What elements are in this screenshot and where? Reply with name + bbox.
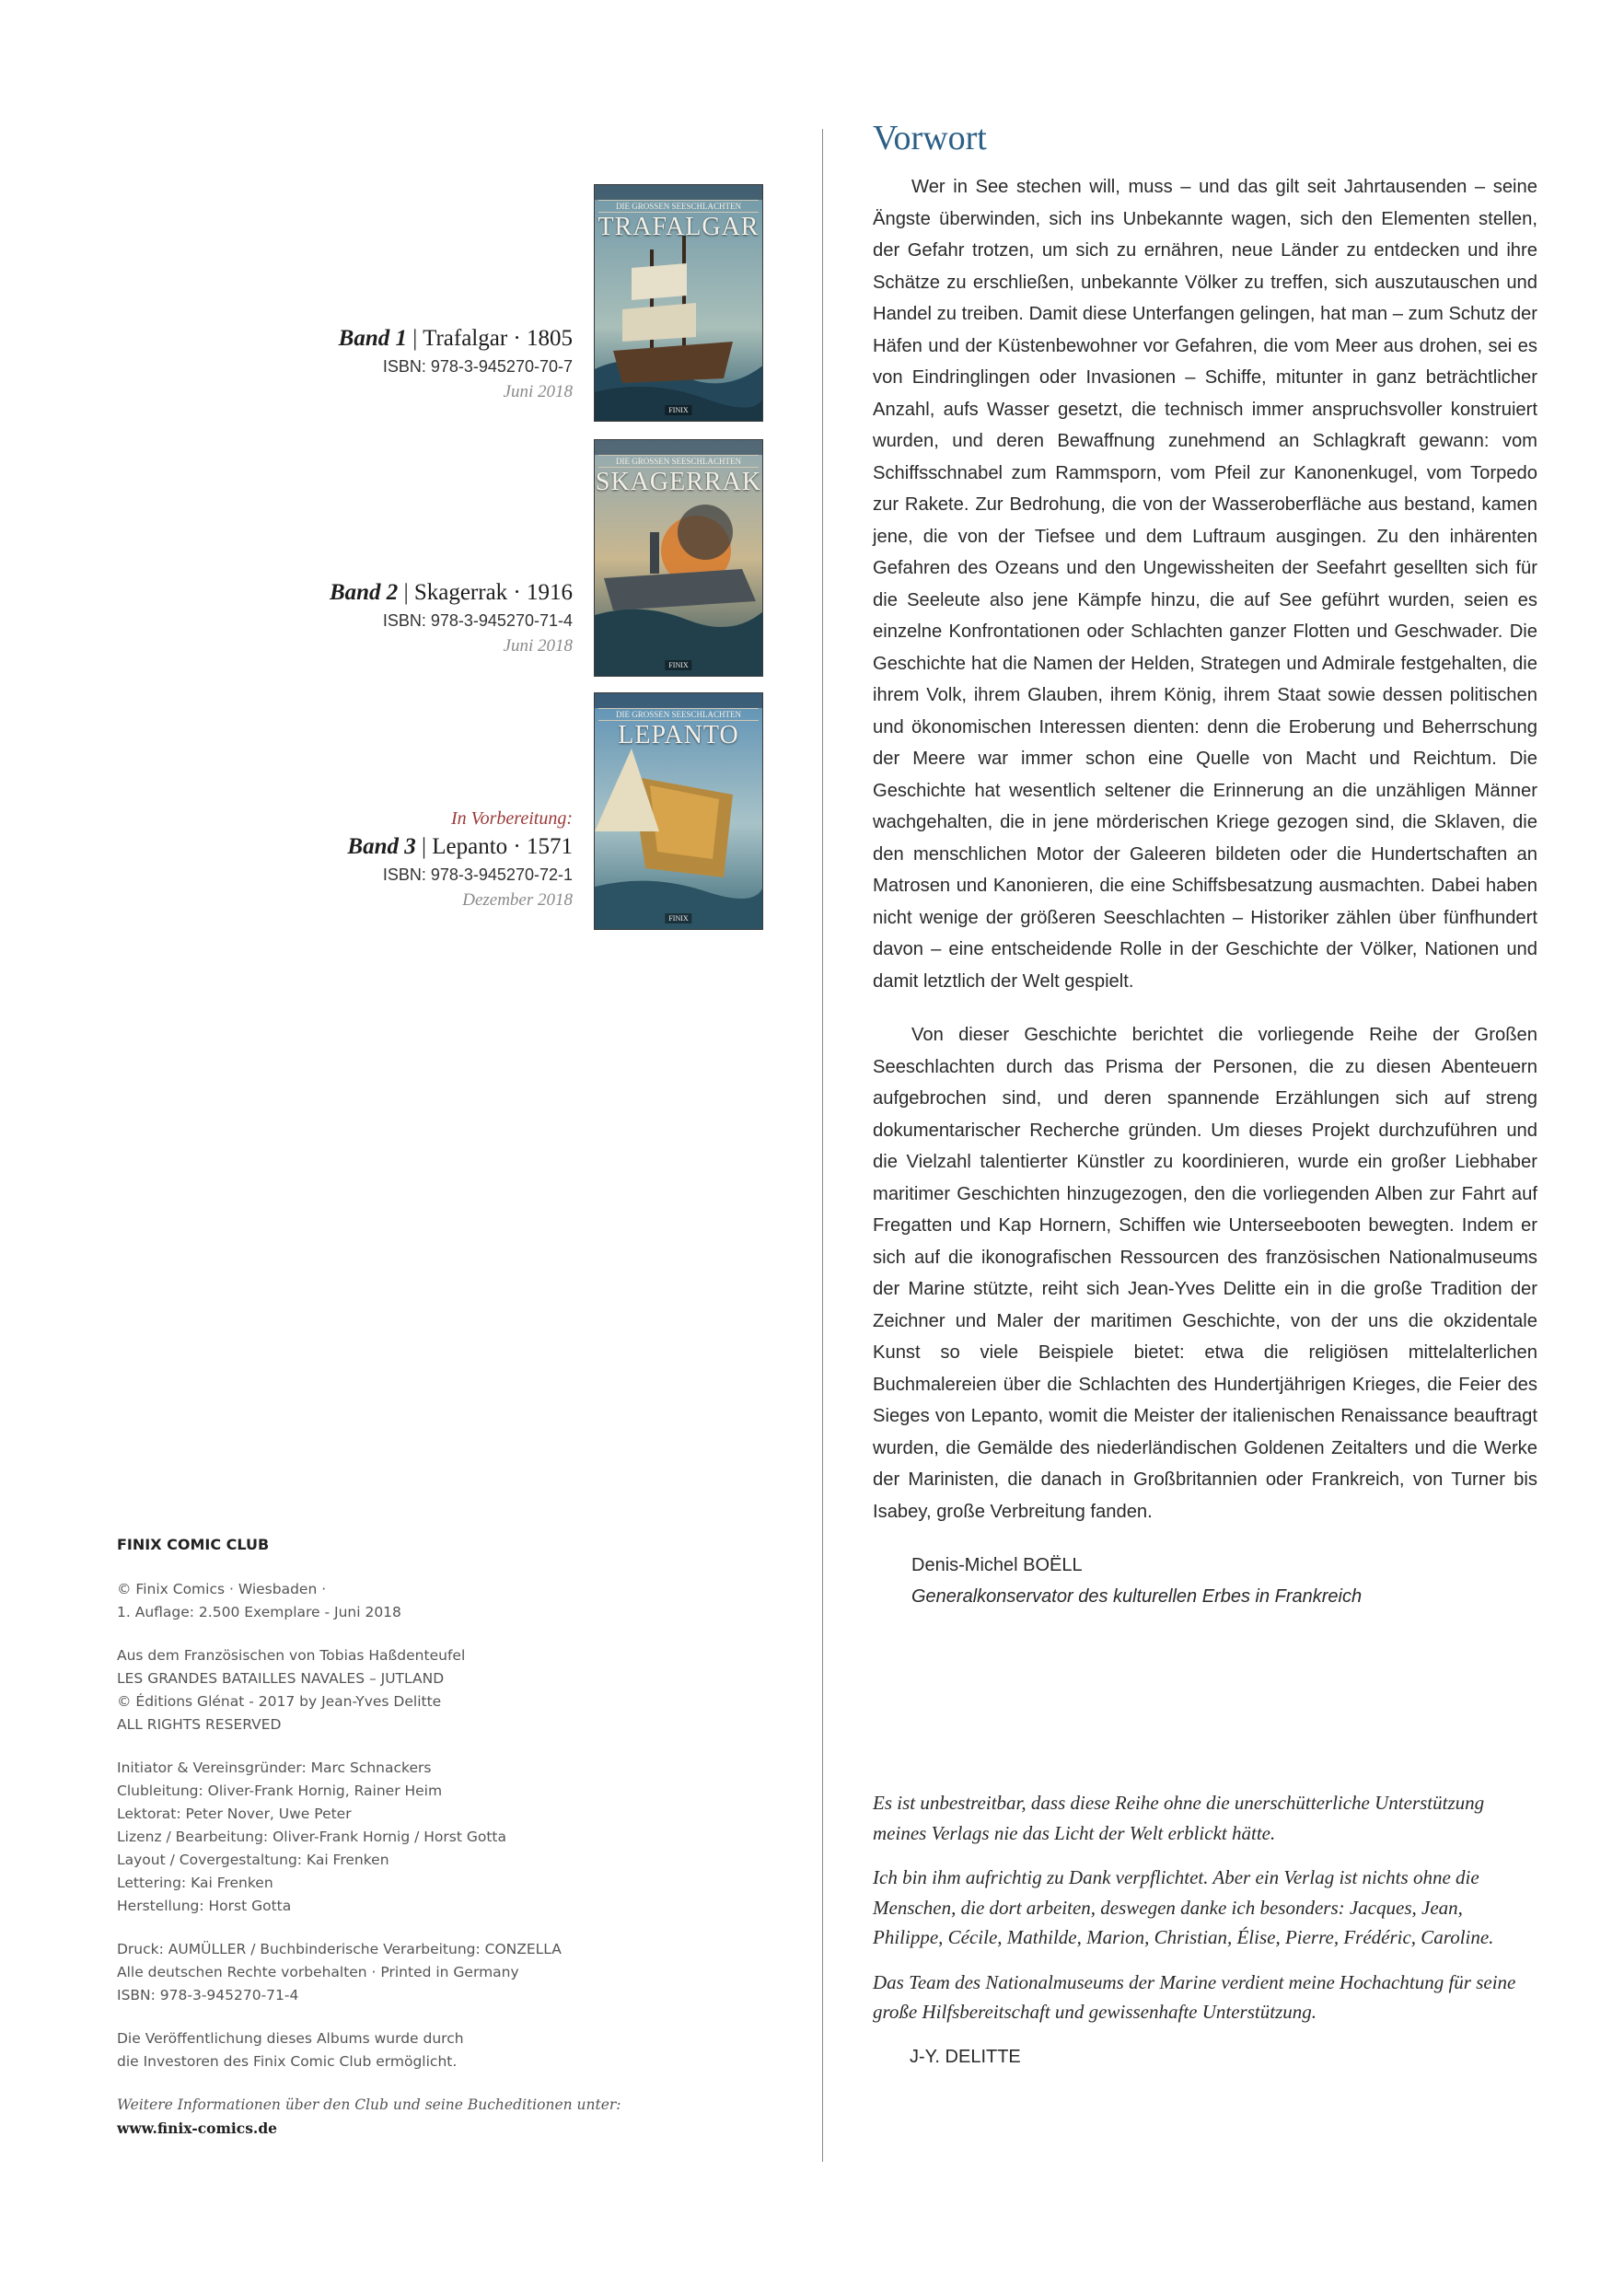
book-title-line: Band 2 | Skagerrak · 1916 [329, 580, 573, 605]
book-isbn: ISBN: 978-3-945270-70-7 [382, 357, 573, 376]
foreword-heading: Vorwort [873, 119, 987, 157]
cover-series: DIE GROSSEN SEESCHLACHTEN [598, 708, 759, 721]
publisher-logo: FINIX [665, 405, 691, 415]
book-entry-2 [204, 578, 573, 659]
cover-title: TRAFALGAR [597, 213, 760, 241]
band-label: Band 3 [347, 834, 416, 859]
imprint-credits: Initiator & Vereinsgründer: Marc Schnackers Clubleitung: Oliver-Frank Hornig, Rainer Heim Lektorat: Peter Nover, Uwe Peter Lizenz / Bearbeitung: Oliver-Frank Hornig / Horst Gotta Layout / Covergestaltung: Kai Frenken Lettering: Kai Frenken Herstellung: Horst Gotta [117, 1759, 506, 1914]
imprint-print-info: Druck: AUMÜLLER / Buchbinderische Verarbeitung: CONZELLA Alle deutschen Rechte vorbehalten · Printed in Germany ISBN: 978-3-945270-71-4 [117, 1941, 562, 2003]
book-date: Juni 2018 [503, 382, 573, 401]
book-entry-1 [204, 324, 573, 405]
cover-band [595, 185, 762, 200]
book-date: Juni 2018 [503, 636, 573, 656]
publisher-logo: FINIX [665, 913, 691, 923]
ack-paragraph-3: Das Team des Nationalmuseums der Marine verdient meine Hochachtung für seine große Hilfsbereitschaft und gewissenhafte Unterstützung. [873, 1970, 1516, 2023]
book-title: Lepanto · 1571 [432, 834, 573, 859]
cover-title: SKAGERRAK [595, 468, 762, 496]
band-label: Band 1 [338, 326, 407, 351]
signer-name: Denis-Michel BOËLL [911, 1555, 1083, 1575]
book-title: Trafalgar · 1805 [423, 326, 573, 351]
cover-title: LEPANTO [618, 721, 739, 749]
ack-signature: J-Y. DELITTE [910, 2046, 1021, 2067]
book-title-line: Band 1 | Trafalgar · 1805 [338, 326, 573, 351]
publisher-logo: FINIX [665, 660, 691, 670]
band-label: Band 2 [329, 580, 399, 605]
book-date: Dezember 2018 [462, 890, 573, 910]
foreword-paragraph-1: Wer in See stechen will, muss – und das gilt seit Jahrtausenden – seine Ängste überwinden, sich ins Unbekannte wagen, sich den Elementen stellen, der Gefahr trotzen, um sich zu ernähren, neue Länder zu entdecken und ihre Schätze zu erschließen, unbekannte Völker zu treffen, sich auszutauschen und Handel zu treiben. Damit diese Unterfangen gelingen, hat man – zum Schutz der Häfen und der Küstenbewohner vor Gefahren, die vom Meer aus drohen, sei es von Eindringlingen oder Invasionen – Schiffe, mitunter in ganz beträchtlicher Anzahl, aufs Wasser gesetzt, die technisch immer anspruchsvoller konstruiert wurden, und deren Bewaffnung zunehmend an Schlagkraft gewann: vom Schiffsschnabel zum Rammsporn, vom Pfeil zur Kanonenkugel, vom Torpedo zur Rakete. Zur Bedrohung, die von der Wasseroberfläche aus bestand, kamen jene, die von der Tiefsee und dem Luftraum ausgingen. Zu den inhärenten Gefahren des Ozeans und den Ungewissheiten der Seefahrt gesellten sich für die Seeleute also jene Kämpfe hinzu, die auf See geführt wurden, seien es einzelne Konfrontationen oder Schlachten ganzer Flotten und Geschwader. Die Geschichte hat die Namen der Helden, Strategen und Admirale festgehalten, die ihrem Volk, ihrem Glauben, ihrem König, ihrem Staat sowie dessen politischen und ökonomischen Interessen dienten: denn die Eroberung und Beherrschung der Meere war immer schon eine Quelle von Macht und Reichtum. Die Geschichte hat wesentlich seltener die Erinnerung an die unzähligen Männer wachgehalten, die in jene mörderischen Kriege gezogen sind, die Sklaven, die den menschlichen Motor der Galeeren bildeten oder die Hundertschaften an Matrosen und Kanonieren, die eine Schiffsbesatzung ausmachten. Dabei haben nicht wenige der größeren Seeschlachten – Historiker zählen über fünfhundert davon – eine entscheidende Rolle in der Geschichte der Völker, Nationen und damit letztlich der Welt gespielt. [873, 177, 1537, 992]
imprint-block-1: © Finix Comics · Wiesbaden · 1. Auflage: 2.500 Exemplare - Juni 2018 [117, 1581, 401, 1620]
cover-lepanto [594, 692, 763, 930]
club-name: FINIX COMIC CLUB [117, 1536, 270, 1553]
book-isbn: ISBN: 978-3-945270-72-1 [382, 865, 573, 884]
book-prep-label: In Vorbereitung: [450, 808, 573, 829]
imprint-block-2: Aus dem Französischen von Tobias Haßdenteufel LES GRANDES BATAILLES NAVALES – JUTLAND © Éditions Glénat - 2017 by Jean-Yves Delitte ALL RIGHTS RESERVED [117, 1647, 466, 1733]
book-isbn: ISBN: 978-3-945270-71-4 [382, 611, 573, 630]
imprint-investors: Die Veröffentlichung dieses Albums wurde durch die Investoren des Finix Comic Club ermöglicht. [117, 2030, 464, 2070]
acknowledgement [873, 1788, 1537, 2072]
cover-series: DIE GROSSEN SEESCHLACHTEN [598, 455, 759, 468]
book-entry-3 [204, 805, 573, 913]
cover-trafalgar [594, 184, 763, 422]
cover-band [595, 693, 762, 708]
more-info-text: Weitere Informationen über den Club und seine Bucheditionen unter: [117, 2096, 621, 2113]
cover-series: DIE GROSSEN SEESCHLACHTEN [598, 200, 759, 213]
cover-band [595, 440, 762, 455]
signer-role: Generalkonservator des kulturellen Erbes in Frankreich [911, 1586, 1363, 1607]
book-title: Skagerrak · 1916 [413, 580, 573, 605]
foreword-signature [911, 1550, 1537, 1612]
ack-paragraph-2: Ich bin ihm aufrichtig zu Dank verpflichtet. Aber ein Verlag ist nichts ohne die Menschen, die dort arbeiten, deswegen danke ich besonders: Jacques, Jean, Philippe, Cécile, Mathilde, Marion, Christian, Élise, Pierre, Frédéric, Caroline. [873, 1866, 1494, 1948]
ack-paragraph-1: Es ist unbestreitbar, dass diese Reihe ohne die unerschütterliche Unterstützung meines Verlags nie das Licht der Welt erblickt hätte. [873, 1792, 1485, 1844]
website-link[interactable]: www.finix-comics.de [117, 2119, 278, 2137]
cover-skagerrak [594, 439, 763, 677]
foreword-paragraph-2: Von dieser Geschichte berichtet die vorliegende Reihe der Großen Seeschlachten durch das Prisma der Personen, die zu diesen Abenteuern aufgebrochen sind, und deren spannende Erzählungen sich auf streng dokumentarischer Recherche gründen. Um dieses Projekt durchzuführen und die Vielzahl talentierter Künstler zu koordinieren, wurde ein großer Liebhaber maritimer Geschichten hinzugezogen, den die vorliegenden Alben zur Fahrt auf Fregatten und Kap Hornern, Schiffen wie Unterseebooten bewegten. Indem er sich auf die ikonografischen Ressourcen des französischen Nationalmuseums der Marine stützte, reiht sich Jean-Yves Delitte ein in die große Tradition der Zeichner und Maler der maritimen Geschichte, von der uns die okzidentale Kunst so viele Beispiele bietet: etwa die religiösen mittelalterlichen Buchmalereien über die Schlachten des Hundertjährigen Krieges, die Feier des Sieges von Lepanto, womit die Meister der italienischen Renaissance beauftragt wurden, die Gemälde des niederländischen Goldenen Zeitalters und die Werke der Marinisten, die danach in Großbritannien oder Frankreich, von Turner bis Isabey, große Verbreitung fanden. [873, 1025, 1537, 1522]
book-title-line: Band 3 | Lepanto · 1571 [347, 834, 573, 859]
imprint [117, 1533, 761, 2140]
foreword [873, 118, 1537, 1612]
column-divider [822, 129, 823, 2162]
